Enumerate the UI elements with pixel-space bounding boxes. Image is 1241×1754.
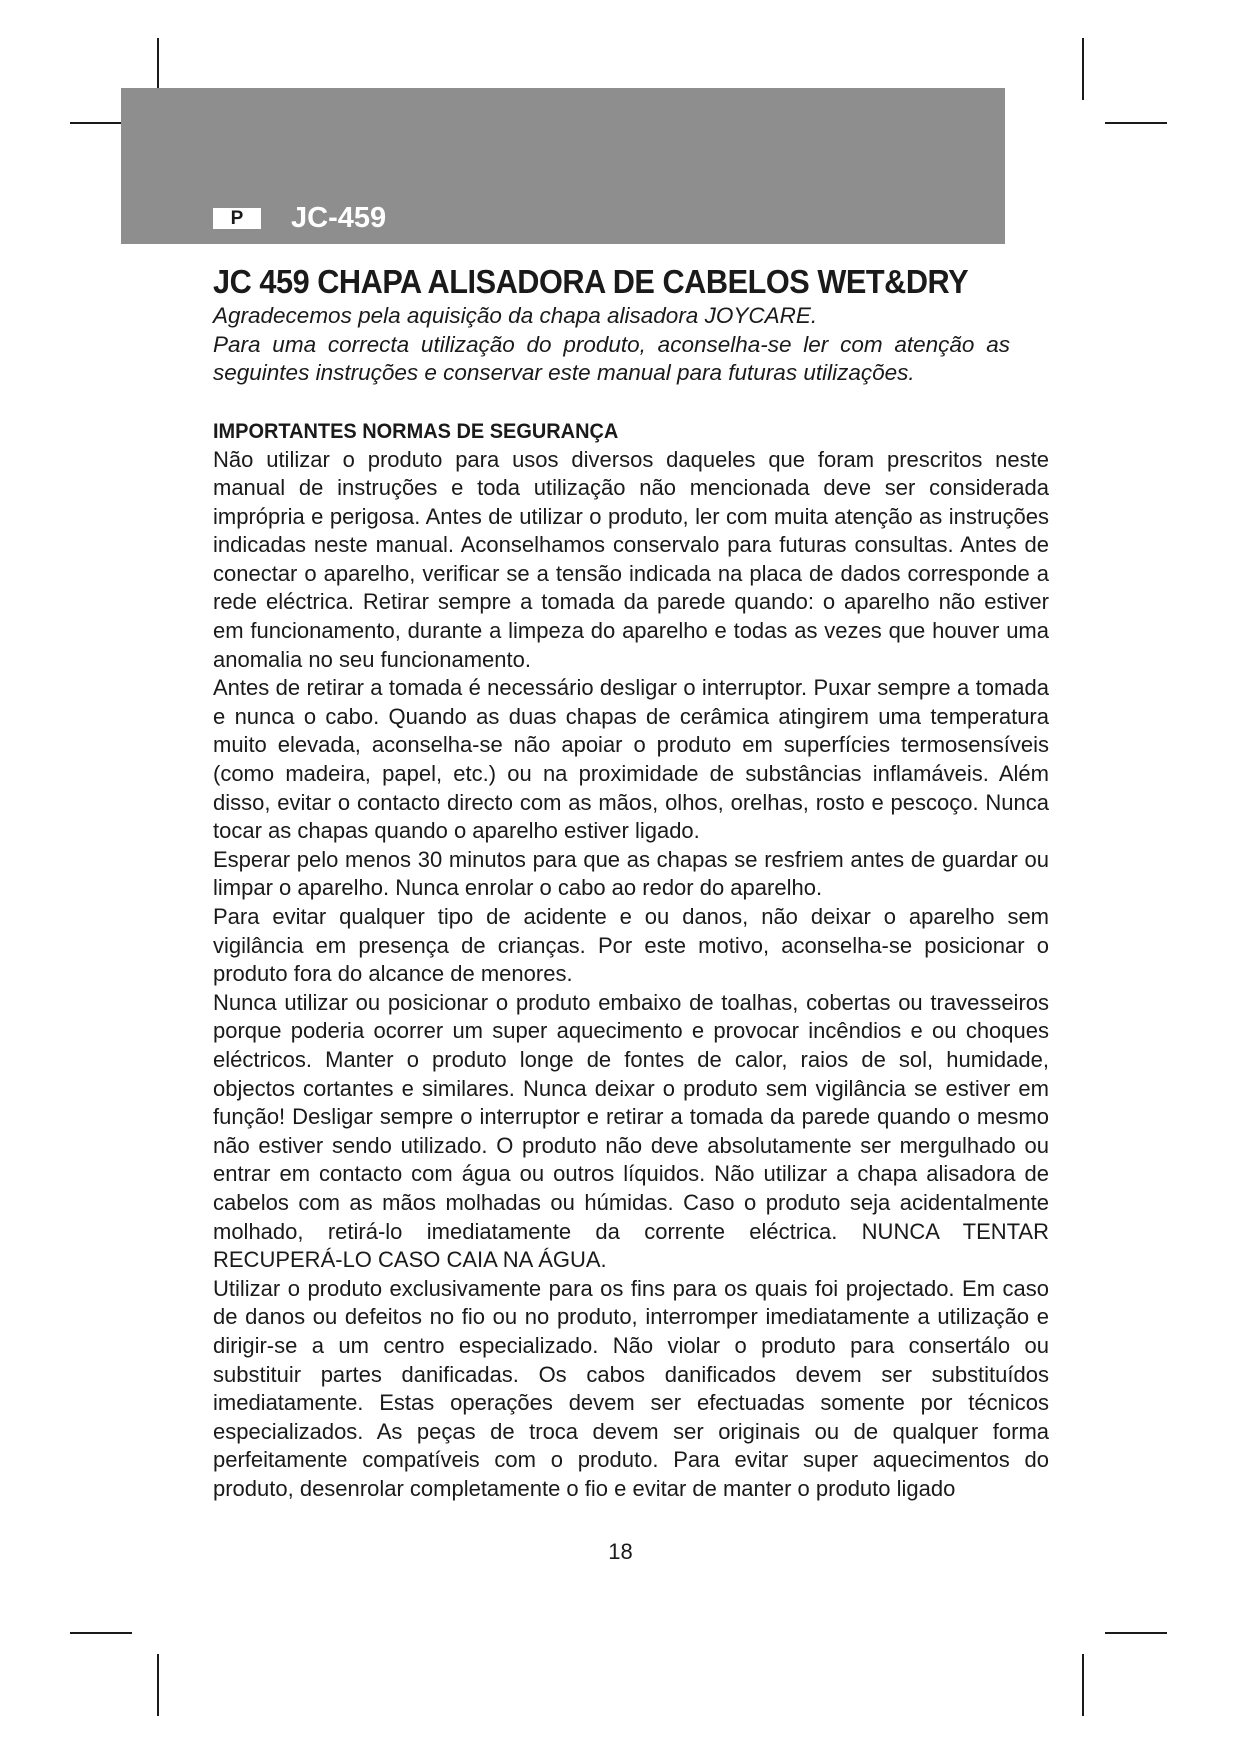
intro-thanks: Agradecemos pela aquisição da chapa alisadora JOYCARE. — [213, 303, 818, 328]
document-content — [213, 262, 1053, 1503]
crop-mark-top-right-horizontal — [1105, 122, 1167, 124]
crop-mark-bottom-left-vertical — [157, 1654, 159, 1716]
safety-paragraph: Nunca utilizar ou posicionar o produto embaixo de toalhas, cobertas ou travesseiros porque poderia ocorrer um super aquecimento e provocar incêndios e ou choques eléctricos. Manter o produto longe de fontes de calor, raios de sol, humidade, objectos cortantes e similares. Nunca deixar o produto sem vigilância se estiver em função! Desligar sempre o interruptor e retirar a tomada da parede quando o mesmo não estiver sendo utilizado. O produto não deve absolutamente ser mergulhado ou entrar em contacto com água ou outros líquidos. Não utilizar a chapa alisadora de cabelos com as mãos molhadas ou húmidas. Caso o produto seja acidentalmente molhado, retirá-lo imediatamente da corrente eléctrica. NUNCA TENTAR RECUPERÁ-LO CASO CAIA NA ÁGUA. — [213, 989, 1049, 1273]
crop-mark-bottom-right-vertical — [1082, 1654, 1084, 1716]
safety-paragraph: Esperar pelo menos 30 minutos para que as chapas se resfriem antes de guardar ou limpar o aparelho. Nunca enrolar o cabo ao redor do aparelho. — [213, 846, 1049, 901]
document-title: JC 459 CHAPA ALISADORA DE CABELOS WET&DRY — [213, 263, 969, 300]
crop-mark-top-right-vertical — [1082, 38, 1084, 100]
safety-body — [213, 446, 1049, 1504]
safety-paragraph: Antes de retirar a tomada é necessário desligar o interruptor. Puxar sempre a tomada e nunca o cabo. Quando as duas chapas de cerâmica atingirem uma temperatura muito elevada, aconselha-se não apoiar o produto em superfícies termosensíveis (como madeira, papel, etc.) ou na proximidade de substâncias inflamáveis. Além disso, evitar o contacto directo com as mãos, olhos, orelhas, rosto e pescoço. Nunca tocar as chapas quando o aparelho estiver ligado. — [213, 675, 1049, 844]
header-band — [121, 88, 1005, 244]
safety-heading: IMPORTANTES NORMAS DE SEGURANÇA — [213, 419, 619, 443]
language-badge: P — [213, 208, 261, 229]
page-number: 18 — [608, 1539, 633, 1564]
safety-paragraph: Não utilizar o produto para usos diversos daqueles que foram prescritos neste manual de instruções e toda utilização não mencionada deve ser considerada imprópria e perigosa. Antes de utilizar o produto, ler com muita atenção as instruções indicadas neste manual. Aconselhamos conservalo para futuras consultas. Antes de conectar o aparelho, verificar se a tensão indicada na placa de dados corresponde a rede eléctrica. Retirar sempre a tomada da parede quando: o aparelho não estiver em funcionamento, durante a limpeza do aparelho e todas as vezes que houver uma anomalia no seu funcionamento. — [213, 446, 1049, 672]
crop-mark-bottom-left-horizontal — [70, 1632, 132, 1634]
safety-paragraph: Para evitar qualquer tipo de acidente e ou danos, não deixar o aparelho sem vigilância em presença de crianças. Por este motivo, aconselha-se posicionar o produto fora do alcance de menores. — [213, 904, 1049, 987]
model-code: JC-459 — [291, 202, 387, 234]
intro-instructions: Para uma correcta utilização do produto, aconselha-se ler com atenção as seguintes instruções e conservar este manual para futuras utilizações. — [213, 331, 1010, 385]
safety-paragraph: Utilizar o produto exclusivamente para os fins para os quais foi projectado. Em caso de danos ou defeitos no fio ou no produto, interromper imediatamente a utilização e dirigir-se a um centro especializado. Não violar o produto para consertálo ou substituir partes danificadas. Os cabos danificados devem ser substituídos imediatamente. Estas operações devem ser efectuadas somente por técnicos especializados. As peças de troca devem ser originais ou de qualquer forma perfeitamente compatíveis com o produto. Para evitar super aquecimentos do produto, desenrolar completamente o fio e evitar de manter o produto ligado — [213, 1275, 1049, 1501]
crop-mark-bottom-right-horizontal — [1105, 1632, 1167, 1634]
